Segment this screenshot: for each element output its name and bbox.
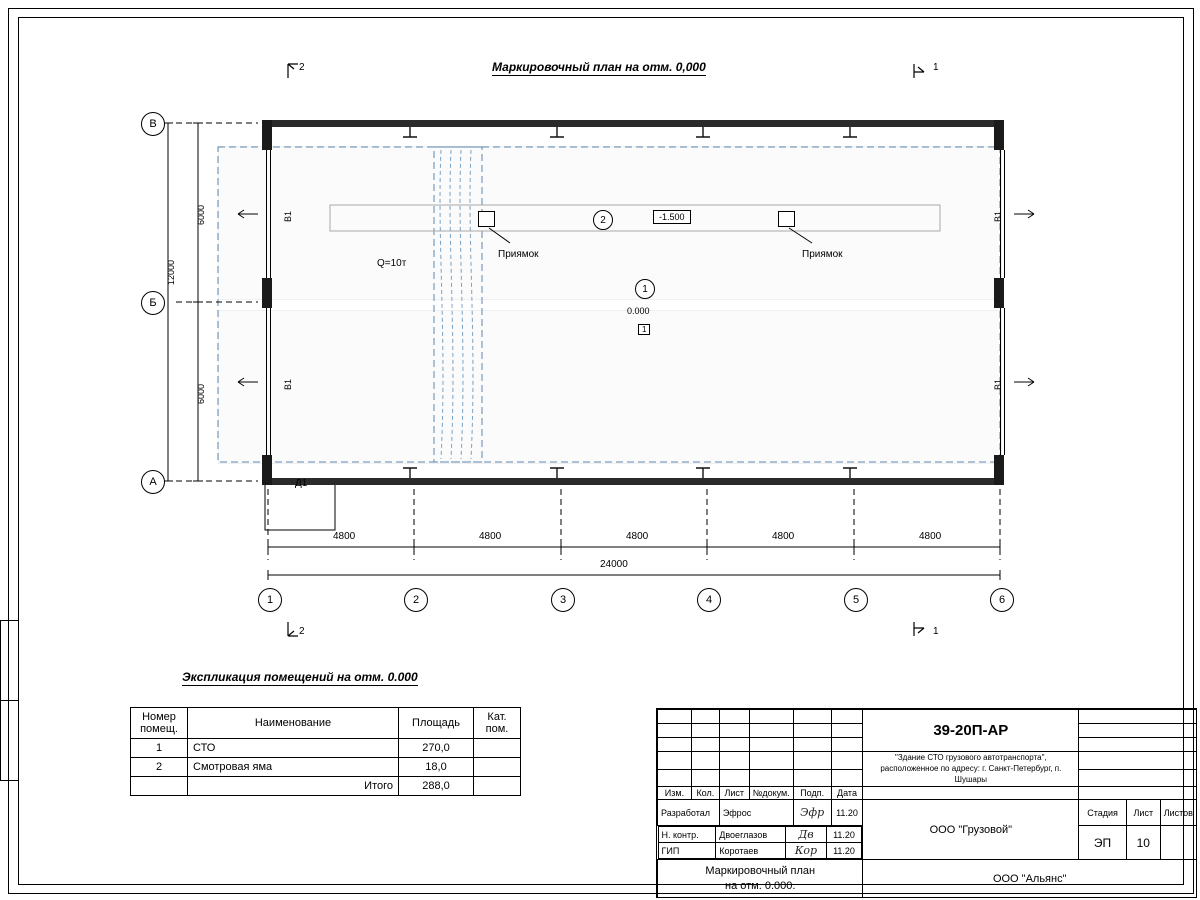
object-line-1: "Здание СТО грузового автотранспорта",: [895, 753, 1047, 762]
role-name-0: Эфрос: [719, 800, 793, 826]
elevation-floor: 0.000: [627, 306, 650, 316]
role-name-1: Двоеглазов: [716, 827, 786, 843]
col-header-data: Дата: [831, 787, 863, 800]
window-mark-0: В1: [283, 210, 293, 222]
elevation-pit: -1.500: [653, 210, 691, 224]
role-signature-0: Эфр: [793, 800, 831, 826]
table-total-row: [131, 777, 521, 796]
cell-number: 2: [131, 758, 188, 777]
cell-area: 270,0: [399, 739, 474, 758]
axis-bubble-v-0[interactable]: В: [141, 112, 165, 136]
axis-bubble-h-5[interactable]: 6: [990, 588, 1014, 612]
table-row: [131, 758, 521, 777]
sheet-title-line-1: Маркировочный план: [705, 865, 816, 878]
customer-name: ООО "Грузовой": [863, 800, 1079, 860]
table-header-row: [131, 708, 521, 739]
dim-span-0: 4800: [333, 531, 356, 542]
pit-label-right: Приямок: [802, 249, 843, 260]
role-signature-2: Кор: [786, 843, 826, 859]
explication-title: Экспликация помещений на отм. 0.000: [182, 670, 418, 684]
pit-square-right: [778, 211, 795, 227]
room-number-1[interactable]: 1: [635, 279, 655, 299]
list-header: Лист: [1126, 800, 1160, 826]
lists-header: Листов: [1160, 800, 1196, 826]
header-category: Кат. пом.: [474, 708, 521, 739]
role-signature-1: Дв: [786, 827, 826, 843]
plan-title: Маркировочный план на отм. 0,000: [492, 60, 706, 74]
col-header-list: Лист: [719, 787, 749, 800]
total-label: Итого: [188, 777, 399, 796]
section-mark-bottom-1: 1: [933, 626, 939, 637]
col-header-kol: Кол.: [691, 787, 719, 800]
dim-span-2: 4800: [626, 531, 649, 542]
stage-header: Стадия: [1079, 800, 1127, 826]
cell-category: [474, 758, 521, 777]
axis-bubble-h-2[interactable]: 3: [551, 588, 575, 612]
lists-value: [1160, 826, 1196, 860]
dim-total-horizontal: 24000: [600, 559, 628, 570]
object-description: [863, 752, 1079, 787]
section-mark-top-2: 2: [299, 62, 305, 73]
dim-vert-0: 6000: [196, 204, 206, 225]
window-mark-2: В1: [993, 210, 1003, 222]
stage-value: ЭП: [1079, 826, 1127, 860]
role-date-1: 11.20: [826, 827, 862, 843]
role-date-2: 11.20: [826, 843, 862, 859]
list-value: 10: [1126, 826, 1160, 860]
dim-span-4: 4800: [919, 531, 942, 542]
floor-type-mark: 1: [638, 324, 650, 335]
header-number: Номер помещ.: [131, 708, 188, 739]
room-number-2[interactable]: 2: [593, 210, 613, 230]
table-row: [131, 739, 521, 758]
pit-label-left: Приямок: [498, 249, 539, 260]
window-mark-3: В1: [993, 378, 1003, 390]
designer-organization: ООО "Альянс": [863, 860, 1197, 898]
section-mark-bottom-2: 2: [299, 626, 305, 637]
door-mark: Д1: [295, 478, 308, 489]
object-line-2: расположенное по адресу: г. Санкт-Петербург, п. Шушары: [880, 763, 1062, 784]
explication-table: [130, 707, 521, 796]
role-date-0: 11.20: [831, 800, 863, 826]
dim-span-1: 4800: [479, 531, 502, 542]
axis-bubble-h-4[interactable]: 5: [844, 588, 868, 612]
col-header-podp: Подп.: [793, 787, 831, 800]
axis-bubble-h-1[interactable]: 2: [404, 588, 428, 612]
header-area: Площадь: [399, 708, 474, 739]
total-category: [474, 777, 521, 796]
col-header-docnum: №докум.: [749, 787, 793, 800]
cell-name: Смотровая яма: [188, 758, 399, 777]
cell-area: 18,0: [399, 758, 474, 777]
dim-vert-total: 12000: [166, 259, 176, 285]
cell-category: [474, 739, 521, 758]
role-label-1: Н. контр.: [658, 827, 716, 843]
dim-vert-1: 6000: [196, 383, 206, 404]
role-name-2: Коротаев: [716, 843, 786, 859]
pit-square-left: [478, 211, 495, 227]
total-area: 288,0: [399, 777, 474, 796]
sheet-title: [658, 860, 863, 898]
dim-span-3: 4800: [772, 531, 795, 542]
left-margin-tick-2: [0, 700, 18, 701]
axis-bubble-h-3[interactable]: 4: [697, 588, 721, 612]
crane-capacity-label: Q=10т: [377, 258, 407, 269]
document-number: 39-20П-АР: [863, 710, 1079, 752]
axis-bubble-v-2[interactable]: А: [141, 470, 165, 494]
sheet-title-line-2: на отм. 0.000.: [725, 879, 796, 892]
axis-bubble-v-1[interactable]: Б: [141, 291, 165, 315]
header-name: Наименование: [188, 708, 399, 739]
axis-bubble-h-0[interactable]: 1: [258, 588, 282, 612]
role-label-0: Разработал: [658, 800, 720, 826]
role-label-2: ГИП: [658, 843, 716, 859]
col-header-izm: Изм.: [658, 787, 692, 800]
total-spacer: [131, 777, 188, 796]
left-margin-tick-3: [0, 780, 18, 781]
title-block: [656, 708, 1197, 898]
section-mark-top-1: 1: [933, 62, 939, 73]
cell-number: 1: [131, 739, 188, 758]
window-mark-1: В1: [283, 378, 293, 390]
cell-name: СТО: [188, 739, 399, 758]
